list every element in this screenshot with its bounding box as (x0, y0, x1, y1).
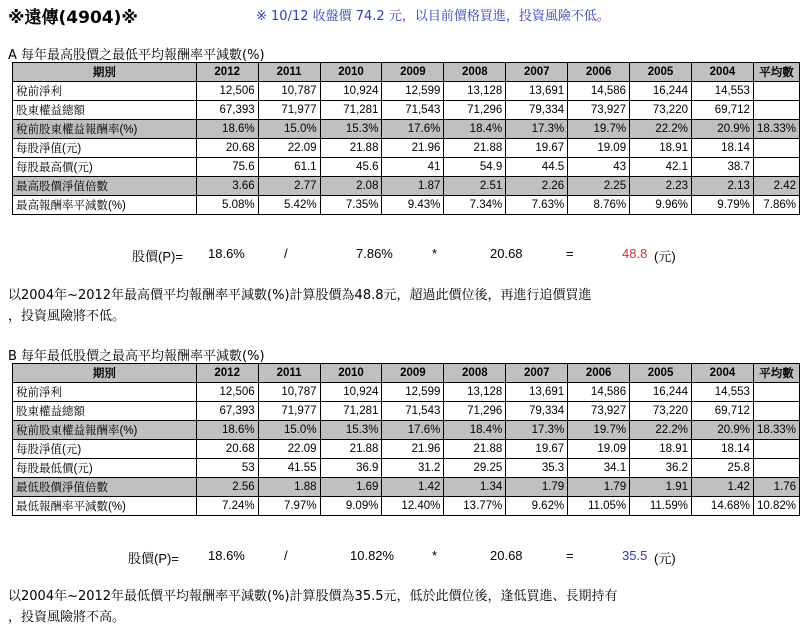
table-cell: 15.0% (258, 120, 320, 139)
table-cell: 18.6% (196, 120, 258, 139)
table-cell: 21.88 (444, 139, 506, 158)
table-row (13, 101, 800, 120)
table-cell: 18.6% (196, 421, 258, 440)
table-cell: 7.35% (320, 196, 382, 215)
table-cell: 20.68 (196, 139, 258, 158)
table-cell: 43 (568, 158, 630, 177)
row-label: 最低股價淨值倍數 (13, 478, 197, 497)
table-cell: 75.6 (196, 158, 258, 177)
formula-roe: 18.6% (208, 548, 245, 563)
table-cell: 14,553 (692, 383, 754, 402)
table-cell: 13.77% (444, 497, 506, 516)
table-cell: 7.63% (506, 196, 568, 215)
table-row (13, 497, 800, 516)
table-cell: 41.55 (258, 459, 320, 478)
table-cell: 1.91 (630, 478, 692, 497)
table-cell: 10,924 (320, 82, 382, 101)
table-cell: 67,393 (196, 402, 258, 421)
formula-rate: 10.82% (350, 548, 395, 563)
column-header: 2010 (320, 364, 382, 383)
table-cell: 73,220 (630, 101, 692, 120)
table-cell: 18.91 (630, 139, 692, 158)
table-cell: 2.25 (568, 177, 630, 196)
table-cell: 71,296 (444, 101, 506, 120)
table-cell: 1.34 (444, 478, 506, 497)
table-cell: 18.14 (692, 440, 754, 459)
table-cell: 13,691 (506, 383, 568, 402)
formula-unit: (元) (654, 551, 676, 566)
column-header: 2011 (258, 364, 320, 383)
formula-rate: 7.86% (356, 246, 393, 261)
table-cell: 15.3% (320, 421, 382, 440)
table-cell: 2.23 (630, 177, 692, 196)
formula-equals: = (566, 246, 574, 261)
conclusion-line: ，投資風險將不高。 (8, 610, 126, 625)
row-label: 稅前淨利 (13, 82, 197, 101)
table-cell: 19.09 (568, 139, 630, 158)
table-header-row (13, 63, 800, 82)
column-header: 2006 (568, 63, 630, 82)
table-cell: 12,506 (196, 383, 258, 402)
table-cell: 13,691 (506, 82, 568, 101)
table-cell: 19.7% (568, 421, 630, 440)
row-label: 每股淨值(元) (13, 139, 197, 158)
table-cell: 14,586 (568, 82, 630, 101)
formula-divide: / (284, 548, 288, 563)
table-cell: 18.4% (444, 421, 506, 440)
table-cell: 7.97% (258, 497, 320, 516)
table-cell: 16,244 (630, 383, 692, 402)
table-cell: 7.24% (196, 497, 258, 516)
table-cell: 14.68% (692, 497, 754, 516)
column-header: 2011 (258, 63, 320, 82)
table-cell: 15.0% (258, 421, 320, 440)
table-cell: 19.7% (568, 120, 630, 139)
average-cell: 2.42 (753, 177, 799, 196)
table-cell: 22.09 (258, 440, 320, 459)
table-cell: 19.67 (506, 440, 568, 459)
table-cell: 12,599 (382, 82, 444, 101)
table-cell: 10,787 (258, 82, 320, 101)
table-cell: 5.08% (196, 196, 258, 215)
average-cell (753, 139, 799, 158)
table-cell: 29.25 (444, 459, 506, 478)
table-cell: 2.26 (506, 177, 568, 196)
table-cell: 22.2% (630, 421, 692, 440)
table-cell: 73,927 (568, 402, 630, 421)
average-cell (753, 440, 799, 459)
average-cell (753, 383, 799, 402)
table-cell: 2.13 (692, 177, 754, 196)
formula-multiply: * (432, 246, 438, 261)
table-cell: 21.96 (382, 139, 444, 158)
table-row (13, 196, 800, 215)
table-row (13, 139, 800, 158)
table-row (13, 82, 800, 101)
formula-equals: = (566, 548, 574, 563)
table-cell: 21.96 (382, 440, 444, 459)
average-cell (753, 402, 799, 421)
table-cell: 21.88 (444, 440, 506, 459)
table-cell: 71,977 (258, 402, 320, 421)
table-cell: 34.1 (568, 459, 630, 478)
table-cell: 36.9 (320, 459, 382, 478)
table-cell: 8.76% (568, 196, 630, 215)
table-cell: 14,586 (568, 383, 630, 402)
conclusion-line: ，投資風險將不低。 (8, 309, 126, 324)
column-header: 2005 (630, 63, 692, 82)
table-cell: 18.91 (630, 440, 692, 459)
table-cell: 16,244 (630, 82, 692, 101)
column-header: 2007 (506, 364, 568, 383)
table-cell: 79,334 (506, 101, 568, 120)
formula-result: 48.8 (622, 246, 648, 261)
formula-book-value: 20.68 (490, 548, 523, 563)
table-cell: 12,506 (196, 82, 258, 101)
table-cell: 17.3% (506, 120, 568, 139)
table-cell: 12,599 (382, 383, 444, 402)
average-cell: 1.76 (753, 478, 799, 497)
average-cell: 10.82% (753, 497, 799, 516)
table-cell: 36.2 (630, 459, 692, 478)
table-cell: 25.8 (692, 459, 754, 478)
column-header: 2012 (196, 364, 258, 383)
table-cell: 1.42 (692, 478, 754, 497)
table-cell: 44.5 (506, 158, 568, 177)
table-cell: 11.05% (568, 497, 630, 516)
average-cell: 7.86% (753, 196, 799, 215)
table-cell: 2.08 (320, 177, 382, 196)
table-row (13, 421, 800, 440)
table-cell: 20.9% (692, 120, 754, 139)
table-cell: 1.69 (320, 478, 382, 497)
table-row (13, 177, 800, 196)
column-header: 2004 (692, 63, 754, 82)
row-label: 最高股價淨值倍數 (13, 177, 197, 196)
table-cell: 13,128 (444, 383, 506, 402)
table-cell: 21.88 (320, 440, 382, 459)
table-cell: 21.88 (320, 139, 382, 158)
table-row (13, 440, 800, 459)
table-cell: 71,977 (258, 101, 320, 120)
column-header: 2007 (506, 63, 568, 82)
section-a-table (12, 62, 800, 215)
row-label: 每股最低價(元) (13, 459, 197, 478)
table-cell: 10,787 (258, 383, 320, 402)
table-cell: 71,543 (382, 101, 444, 120)
conclusion-line: 以2004年~2012年最高價平均報酬率平減數(%)計算股價為48.8元，超過此價位後，再進行追價買進 (8, 288, 592, 303)
table-header-row (13, 364, 800, 383)
table-row (13, 402, 800, 421)
table-cell: 31.2 (382, 459, 444, 478)
average-cell (753, 82, 799, 101)
table-cell: 38.7 (692, 158, 754, 177)
table-cell: 22.2% (630, 120, 692, 139)
table-cell: 20.9% (692, 421, 754, 440)
row-label: 每股最高價(元) (13, 158, 197, 177)
table-cell: 79,334 (506, 402, 568, 421)
row-label: 最高報酬率平減數(%) (13, 196, 197, 215)
table-cell: 2.77 (258, 177, 320, 196)
section-a-conclusion (8, 285, 788, 327)
column-header: 2004 (692, 364, 754, 383)
column-header: 2009 (382, 63, 444, 82)
table-cell: 42.1 (630, 158, 692, 177)
table-cell: 17.6% (382, 421, 444, 440)
formula-prefix: 股價(P)= (132, 249, 183, 264)
section-b-table (12, 363, 800, 516)
table-cell: 1.42 (382, 478, 444, 497)
table-cell: 1.88 (258, 478, 320, 497)
table-cell: 35.3 (506, 459, 568, 478)
table-row (13, 459, 800, 478)
table-cell: 41 (382, 158, 444, 177)
column-header: 2006 (568, 364, 630, 383)
page-title: ※遠傳(4904)※ (8, 8, 138, 28)
column-header: 2010 (320, 63, 382, 82)
table-cell: 73,927 (568, 101, 630, 120)
column-header: 平均數 (753, 63, 799, 82)
table-cell: 71,296 (444, 402, 506, 421)
table-cell: 45.6 (320, 158, 382, 177)
table-cell: 15.3% (320, 120, 382, 139)
column-header: 2012 (196, 63, 258, 82)
column-header: 2008 (444, 63, 506, 82)
average-cell: 18.33% (753, 120, 799, 139)
average-cell: 18.33% (753, 421, 799, 440)
column-header: 2009 (382, 364, 444, 383)
column-header: 2008 (444, 364, 506, 383)
table-cell: 3.66 (196, 177, 258, 196)
table-cell: 5.42% (258, 196, 320, 215)
table-cell: 12.40% (382, 497, 444, 516)
section-a-formula (0, 246, 800, 266)
column-header: 期別 (13, 364, 197, 383)
column-header: 期別 (13, 63, 197, 82)
average-cell (753, 459, 799, 478)
section-b-conclusion (8, 586, 788, 628)
row-label: 稅前淨利 (13, 383, 197, 402)
average-cell (753, 158, 799, 177)
table-row (13, 478, 800, 497)
table-cell: 19.09 (568, 440, 630, 459)
table-cell: 19.67 (506, 139, 568, 158)
price-notice: ※ 10/12 收盤價 74.2 元，以目前價格買進，投資風險不低。 (256, 9, 610, 24)
table-cell: 69,712 (692, 402, 754, 421)
table-cell: 14,553 (692, 82, 754, 101)
table-cell: 73,220 (630, 402, 692, 421)
table-cell: 9.62% (506, 497, 568, 516)
table-cell: 71,281 (320, 101, 382, 120)
table-cell: 9.09% (320, 497, 382, 516)
table-cell: 1.79 (568, 478, 630, 497)
column-header: 平均數 (753, 364, 799, 383)
formula-book-value: 20.68 (490, 246, 523, 261)
table-row (13, 120, 800, 139)
table-cell: 20.68 (196, 440, 258, 459)
formula-multiply: * (432, 548, 438, 563)
table-cell: 1.87 (382, 177, 444, 196)
formula-result: 35.5 (622, 548, 648, 563)
formula-unit: (元) (654, 249, 676, 264)
table-cell: 9.43% (382, 196, 444, 215)
table-cell: 71,281 (320, 402, 382, 421)
row-label: 稅前股東權益報酬率(%) (13, 421, 197, 440)
table-cell: 67,393 (196, 101, 258, 120)
formula-prefix: 股價(P)= (128, 551, 179, 566)
table-cell: 22.09 (258, 139, 320, 158)
formula-roe: 18.6% (208, 246, 245, 261)
table-cell: 17.6% (382, 120, 444, 139)
table-cell: 54.9 (444, 158, 506, 177)
table-cell: 10,924 (320, 383, 382, 402)
row-label: 股東權益總額 (13, 402, 197, 421)
table-row (13, 383, 800, 402)
formula-divide: / (284, 246, 288, 261)
table-cell: 18.4% (444, 120, 506, 139)
section-b-title: B 每年最低股價之最高平均報酬率平減數(%) (8, 349, 265, 364)
table-cell: 18.14 (692, 139, 754, 158)
row-label: 每股淨值(元) (13, 440, 197, 459)
column-header: 2005 (630, 364, 692, 383)
section-a-title: A 每年最高股價之最低平均報酬率平減數(%) (8, 48, 265, 63)
table-cell: 17.3% (506, 421, 568, 440)
section-b-formula (0, 548, 800, 568)
average-cell (753, 101, 799, 120)
table-cell: 2.56 (196, 478, 258, 497)
table-cell: 13,128 (444, 82, 506, 101)
table-cell: 2.51 (444, 177, 506, 196)
table-cell: 1.79 (506, 478, 568, 497)
table-cell: 53 (196, 459, 258, 478)
table-cell: 9.79% (692, 196, 754, 215)
row-label: 股東權益總額 (13, 101, 197, 120)
table-cell: 7.34% (444, 196, 506, 215)
table-cell: 9.96% (630, 196, 692, 215)
table-cell: 11.59% (630, 497, 692, 516)
row-label: 最低報酬率平減數(%) (13, 497, 197, 516)
table-row (13, 158, 800, 177)
table-cell: 69,712 (692, 101, 754, 120)
table-cell: 71,543 (382, 402, 444, 421)
table-cell: 61.1 (258, 158, 320, 177)
conclusion-line: 以2004年~2012年最低價平均報酬率平減數(%)計算股價為35.5元，低於此價位後，逢低買進、長期持有 (8, 589, 618, 604)
row-label: 稅前股東權益報酬率(%) (13, 120, 197, 139)
